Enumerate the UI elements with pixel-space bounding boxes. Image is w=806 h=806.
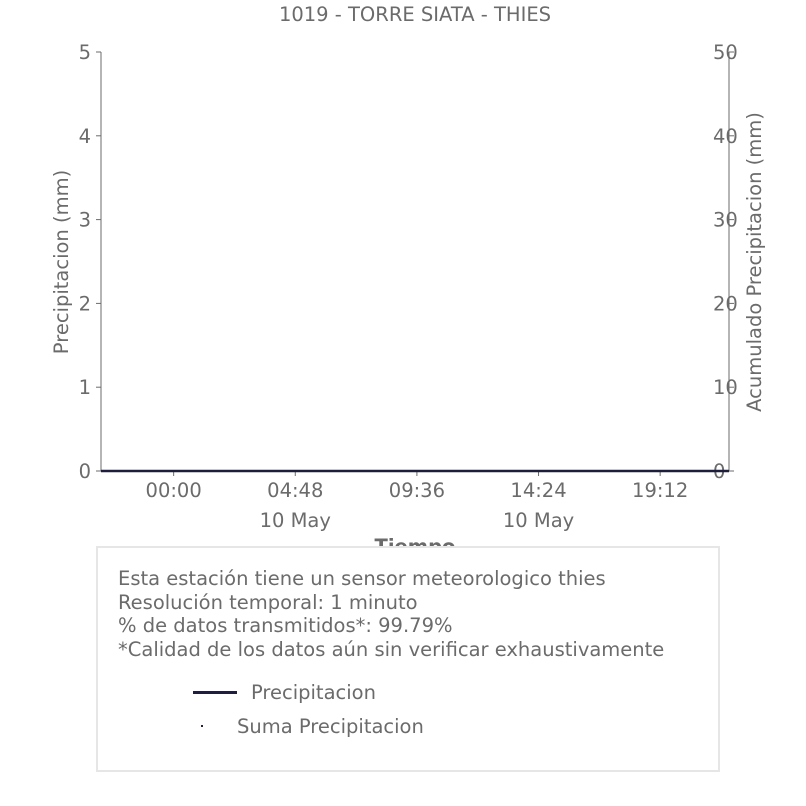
y2-axis-label: Acumulado Precipitacion (mm): [743, 112, 766, 412]
info-line-transmitted: % de datos transmitidos*: 99.79%: [118, 614, 453, 637]
y2-tick-label: 30: [713, 208, 738, 232]
x-tick-label: 19:12: [632, 479, 689, 502]
chart-title: 1019 - TORRE SIATA - THIES: [278, 3, 552, 26]
station-info: [118, 567, 664, 661]
info-line-quality-note: *Calidad de los datos aún sin verificar exhaustivamente: [118, 637, 665, 661]
y2-tick-label: 20: [713, 292, 738, 316]
tick-labels: [79, 41, 738, 532]
legend-label-precipitacion: Precipitacion: [251, 681, 376, 704]
info-line-resolution: Resolución temporal: 1 minuto: [118, 590, 418, 614]
x-tick-sublabel: 10 May: [502, 509, 575, 532]
y2-tick-label: 50: [713, 41, 738, 64]
x-tick-label: 00:00: [145, 479, 202, 502]
y-tick-label: 0: [78, 460, 91, 483]
info-line-sensor: Esta estación tiene un sensor meteorologico thies: [118, 567, 606, 590]
info-legend-box: [96, 546, 720, 772]
y-tick-label: 4: [78, 124, 91, 148]
x-tick-label: 04:48: [267, 479, 324, 502]
y-tick-label: 3: [78, 208, 91, 232]
legend-marker-suma-precipitacion: [201, 725, 203, 727]
y-tick-label: 5: [78, 41, 91, 64]
y-axis-label: Precipitacion (mm): [50, 169, 73, 355]
x-tick-sublabel: 10 May: [259, 509, 331, 532]
legend-line-precipitacion: [193, 691, 237, 694]
axes: [96, 52, 734, 476]
y2-tick-label: 10: [713, 376, 738, 400]
legend-label-suma-precipitacion: Suma Precipitacion: [237, 715, 424, 738]
y-tick-label: 1: [78, 376, 91, 400]
y-tick-label: 2: [78, 292, 91, 316]
y2-tick-label: 40: [713, 124, 738, 148]
y2-tick-label: 0: [713, 460, 726, 483]
x-tick-label: 09:36: [388, 479, 446, 502]
x-tick-label: 14:24: [510, 479, 567, 502]
